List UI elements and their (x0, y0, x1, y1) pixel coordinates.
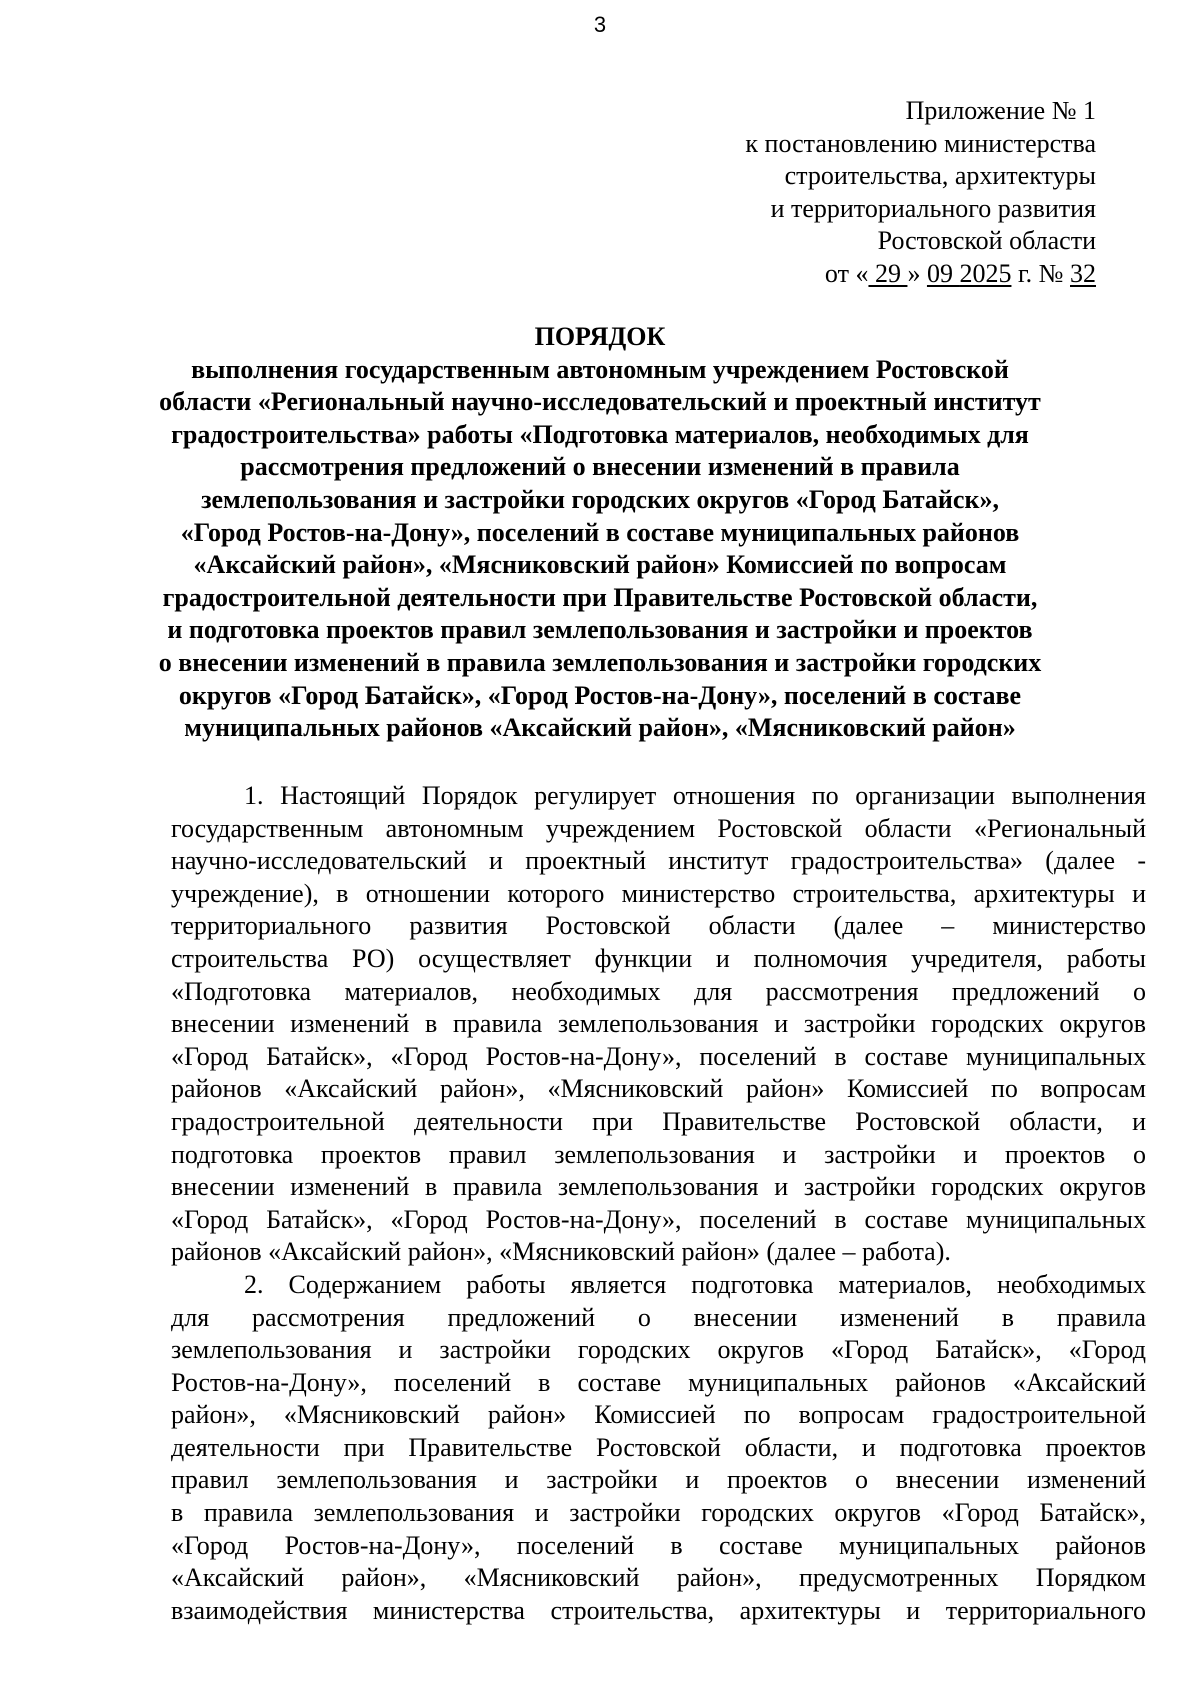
paragraph-line: 2. Содержанием работы является подготовка материалов, необходимых (244, 1269, 1146, 1299)
date-prefix: от « (824, 258, 869, 288)
annex-header (745, 95, 1096, 290)
document-title (120, 321, 1080, 745)
title-line: землепользования и застройки городских округов «Город Батайск», (201, 484, 999, 514)
paragraph-line: внесении изменений в правила землепользования и застройки городских округов (171, 1009, 1146, 1039)
title-line: «Аксайский район», «Мясниковский район» Комиссией по вопросам (193, 550, 1007, 580)
paragraph-line: строительства РО) осуществляет функции и полномочия учредителя, работы (171, 943, 1146, 973)
paragraph-line: деятельности при Правительстве Ростовской области, и подготовка проектов (171, 1432, 1146, 1462)
paragraph-line: район», «Мясниковский район» Комиссией по вопросам градостроительной (171, 1400, 1146, 1430)
title-line: округов «Город Батайск», «Город Ростов-на-Дону», поселений в составе (178, 680, 1022, 710)
date-year: 2025 (959, 258, 1012, 288)
date-month: 09 (926, 258, 960, 288)
title-line: о внесении изменений в правила землепользования и застройки городских (158, 647, 1042, 677)
date-suffix: г. № (1011, 258, 1070, 288)
annex-line: Ростовской области (877, 226, 1096, 255)
paragraph-line: правил землепользования и застройки и проектов о внесении изменений (171, 1465, 1146, 1495)
paragraph-line: «Аксайский район», «Мясниковский район», предусмотренных Порядком (171, 1563, 1146, 1593)
paragraph-line: подготовка проектов правил землепользования и застройки и проектов о (171, 1139, 1146, 1169)
paragraph-line: градостроительной деятельности при Правительстве Ростовской области, и (171, 1106, 1146, 1136)
paragraph-line: внесении изменений в правила землепользования и застройки городских округов (171, 1172, 1146, 1202)
title-line: выполнения государственным автономным учреждением Ростовской (191, 354, 1009, 384)
paragraph-line: учреждение), в отношении которого министерство строительства, архитектуры и (171, 878, 1146, 908)
paragraph-line: 1. Настоящий Порядок регулирует отношения по организации выполнения (244, 781, 1146, 810)
annex-line: и территориального развития (770, 193, 1096, 223)
document-number: 32 (1070, 258, 1096, 288)
paragraph-2 (171, 1269, 1146, 1628)
date-day: 29 (868, 258, 908, 288)
title-line: градостроительства» работы «Подготовка материалов, необходимых для (171, 419, 1029, 449)
paragraph-line: в правила землепользования и застройки городских округов «Город Батайск», (171, 1498, 1146, 1528)
paragraph-line: «Подготовка материалов, необходимых для рассмотрения предложений о (171, 976, 1146, 1006)
paragraph-line: Ростов-на-Дону», поселений в составе муниципальных районов «Аксайский (171, 1367, 1146, 1397)
paragraph-line: «Город Ростов-на-Дону», поселений в составе муниципальных районов (171, 1530, 1146, 1560)
title-line: градостроительной деятельности при Правительстве Ростовской области, (162, 582, 1038, 612)
annex-date-line (745, 258, 1096, 291)
title-line: рассмотрения предложений о внесении изменений в правила (240, 452, 960, 482)
title-heading: ПОРЯДОК (534, 322, 666, 351)
annex-title: Приложение № 1 (905, 96, 1096, 125)
date-separator: » (907, 258, 927, 288)
paragraph-line: государственным автономным учреждением Ростовской области «Региональный (171, 813, 1146, 843)
annex-line: строительства, архитектуры (784, 161, 1096, 190)
title-line: и подготовка проектов правил землепользования и застройки и проектов (167, 615, 1033, 645)
paragraph-line: районов «Аксайский район», «Мясниковский район» Комиссией по вопросам (171, 1074, 1146, 1104)
paragraph-line: взаимодействия министерства строительства, архитектуры и территориального (171, 1595, 1146, 1625)
paragraph-line: научно-исследовательский и проектный институт градостроительства» (далее - (171, 846, 1146, 876)
annex-line: к постановлению министерства (745, 128, 1096, 158)
paragraph-line: «Город Батайск», «Город Ростов-на-Дону», поселений в составе муниципальных (171, 1041, 1146, 1071)
paragraph-line: для рассмотрения предложений о внесении изменений в правила (171, 1302, 1146, 1332)
page-number: 3 (593, 12, 607, 37)
paragraph-line: районов «Аксайский район», «Мясниковский район» (далее – работа). (171, 1237, 951, 1267)
title-line: области «Региональный научно-исследовательский и проектный институт (159, 387, 1041, 417)
paragraph-line: территориального развития Ростовской области (далее – министерство (171, 911, 1146, 941)
paragraph-line: землепользования и застройки городских округов «Город Батайск», «Город (171, 1335, 1146, 1365)
paragraph-line: «Город Батайск», «Город Ростов-на-Дону», поселений в составе муниципальных (171, 1204, 1146, 1234)
title-line: «Город Ростов-на-Дону», поселений в составе муниципальных районов (180, 517, 1020, 547)
paragraph-1 (171, 780, 1146, 1269)
document-body (171, 780, 1146, 1627)
title-line: муниципальных районов «Аксайский район», «Мясниковский район» (184, 713, 1016, 743)
